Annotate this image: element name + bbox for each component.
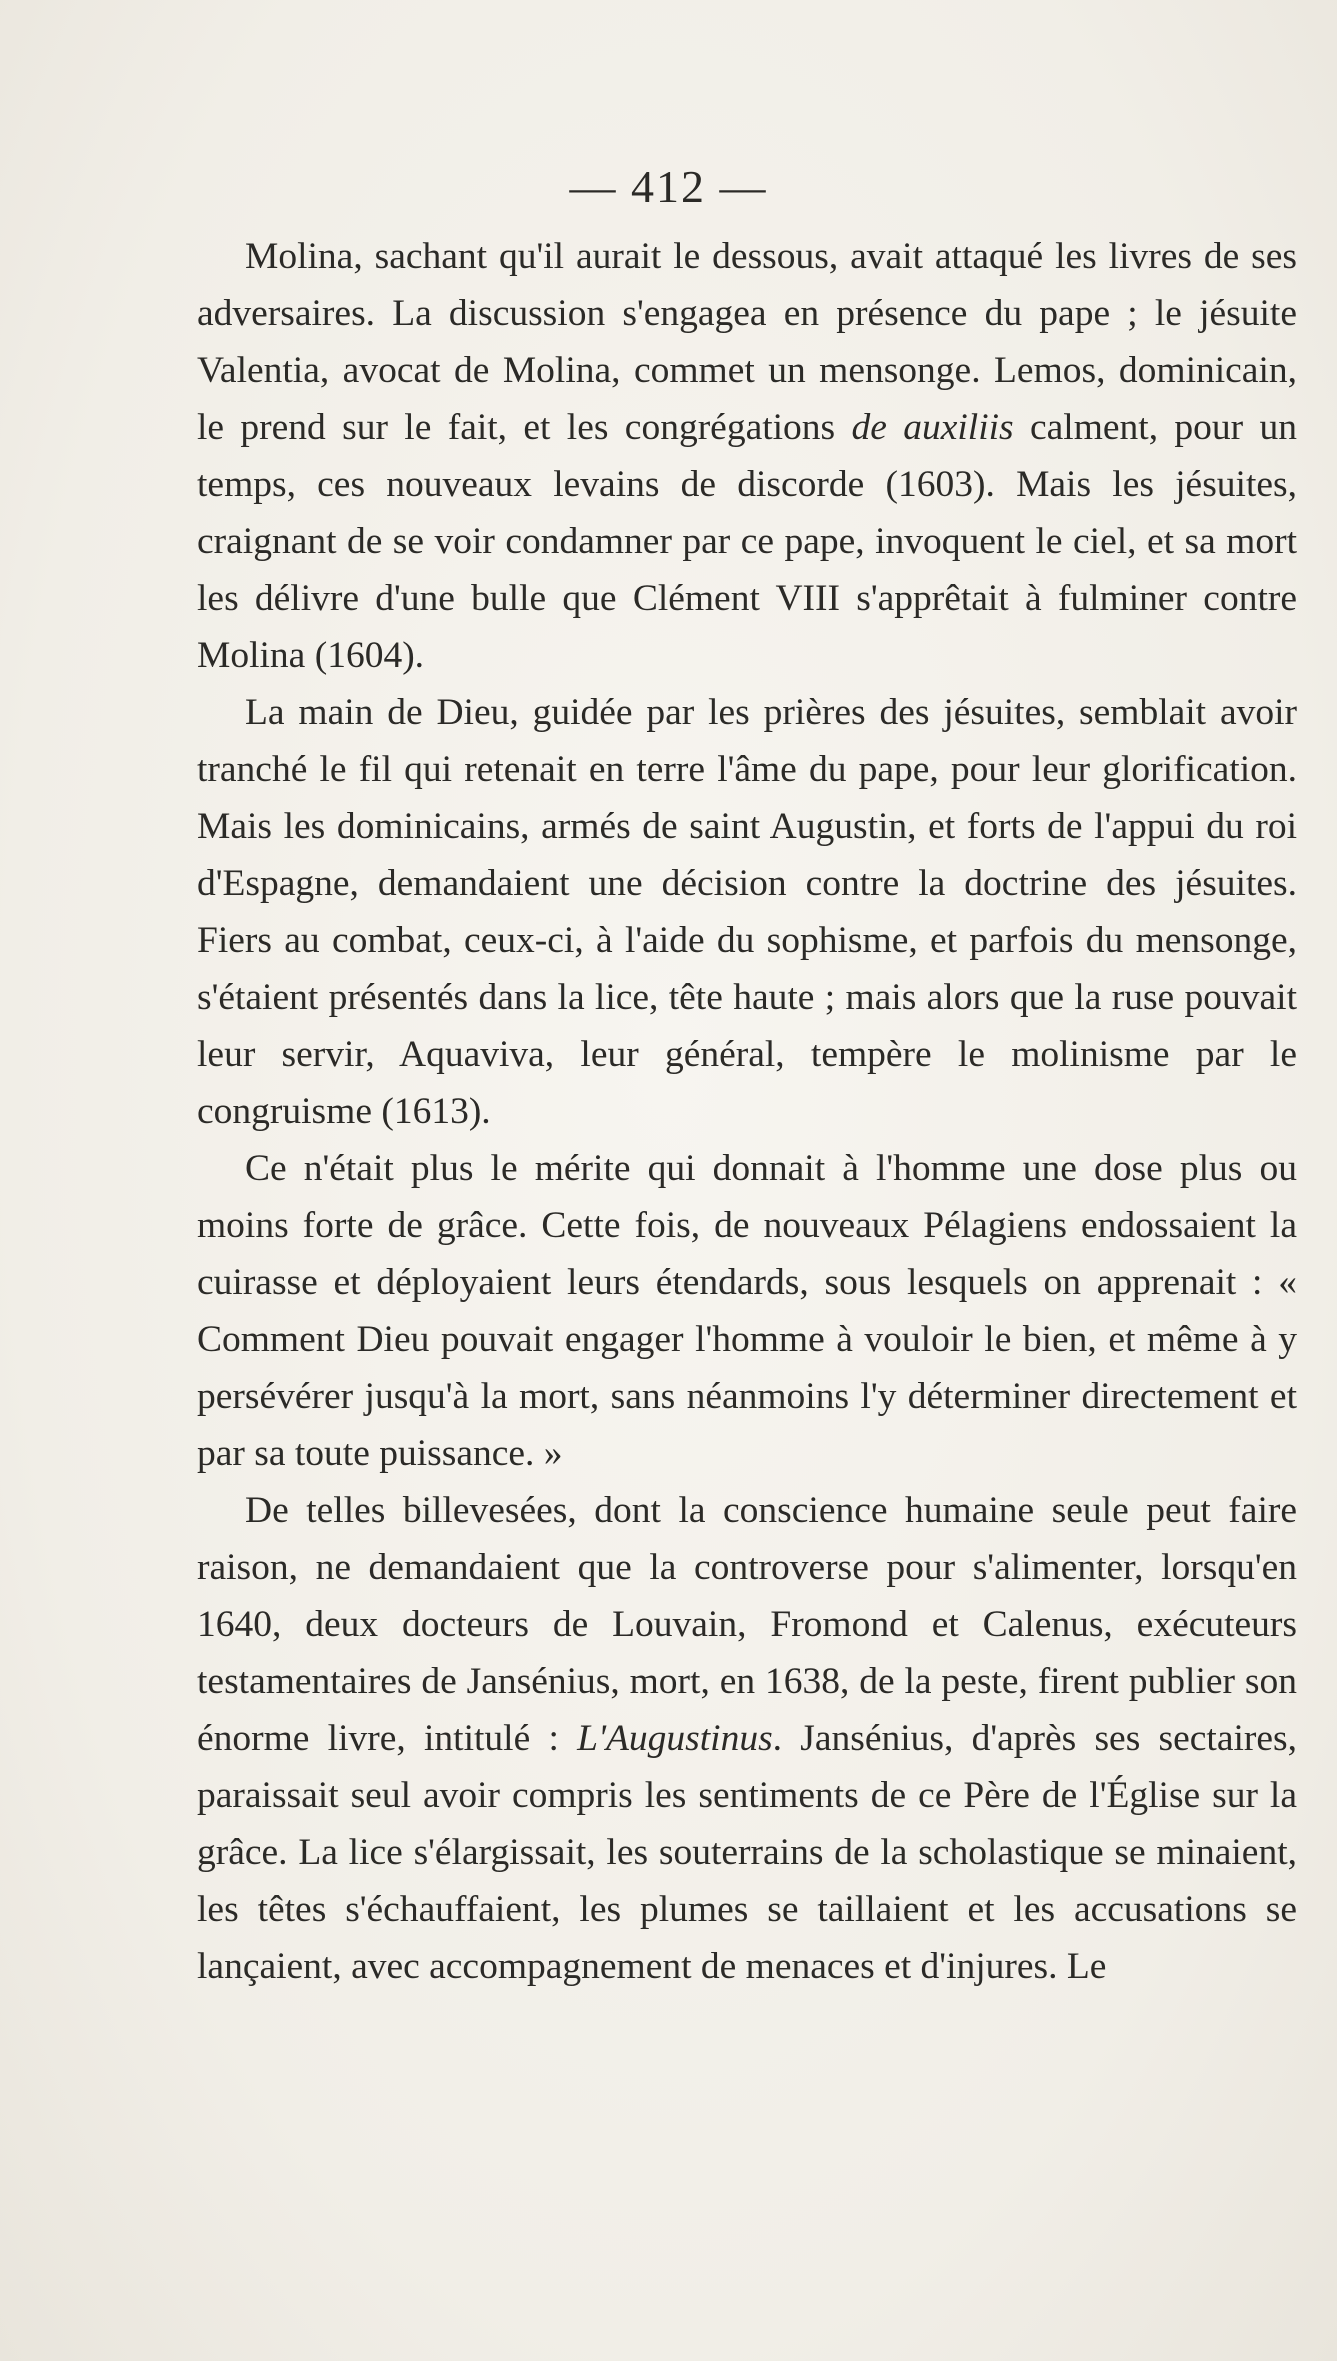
paragraph-billevesees bbox=[197, 1482, 1297, 1995]
body-text bbox=[197, 228, 1297, 1995]
italic-book-title: L'Augustinus bbox=[577, 1718, 773, 1759]
paragraph-merite: Ce n'était plus le mérite qui donnait à l'homme une dose plus ou moins forte de grâce. Cette fois, de nouveaux Pélagiens endossaient la cuirasse et déployaient leurs étendards, sous lesquels on apprenait : « Comment Dieu pouvait engager l'homme à vouloir le bien, et même à y persévérer jusqu'à la mort, sans néanmoins l'y déterminer directement et par sa toute puissance. » bbox=[197, 1148, 1297, 1474]
paragraph-molina bbox=[197, 228, 1297, 684]
paragraph-main-de-dieu: La main de Dieu, guidée par les prières des jésuites, semblait avoir tranché le fil qui retenait en terre l'âme du pape, pour leur glorification. Mais les dominicains, armés de saint Augustin, et forts de l'appui du roi d'Espagne, demandaient une décision contre la doctrine des jésuites. Fiers au combat, ceux-ci, à l'aide du sophisme, et parfois du mensonge, s'étaient présentés dans la lice, tête haute ; mais alors que la ruse pouvait leur servir, Aquaviva, leur général, tempère le molinisme par le congruisme (1613). bbox=[197, 692, 1297, 1132]
text-segment: calment, pour un temps, ces nouveaux levains de discorde (1603). Mais les jésuites, craignant de se voir condamner par ce pape, invoquent le ciel, et sa mort les délivre d'une bulle que Clément VIII s'apprêtait à fulminer contre Molina (1604). bbox=[197, 407, 1297, 676]
text-segment: Molina, sachant qu'il aurait le dessous, avait attaqué les livres de ses adversaires. La discussion s'engagea en présence du pape ; le jésuite Valentia, avocat de Molina, commet un mensonge. Lemos, dominicain, le prend sur le fait, et les congrégations bbox=[197, 236, 1297, 448]
text-segment: . Jansénius, d'après ses sectaires, paraissait seul avoir compris les sentiments de ce Père de l'Église sur la grâce. La lice s'élargissait, les souterrains de la scholastique se minaient, les têtes s'échauffaient, les plumes se taillaient et les accusations se lançaient, avec accompagnement de menaces et d'injures. Le bbox=[197, 1718, 1297, 1987]
text-segment: De telles billevesées, dont la conscience humaine seule peut faire raison, ne demandaient que la controverse pour s'alimenter, lorsqu'en 1640, deux docteurs de Louvain, Fromond et Calenus, exécuteurs testamentaires de Jansénius, mort, en 1638, de la peste, firent publier son énorme livre, intitulé : bbox=[197, 1490, 1297, 1759]
italic-latin-phrase: de auxiliis bbox=[851, 407, 1014, 448]
page-number: — 412 — bbox=[569, 161, 768, 212]
